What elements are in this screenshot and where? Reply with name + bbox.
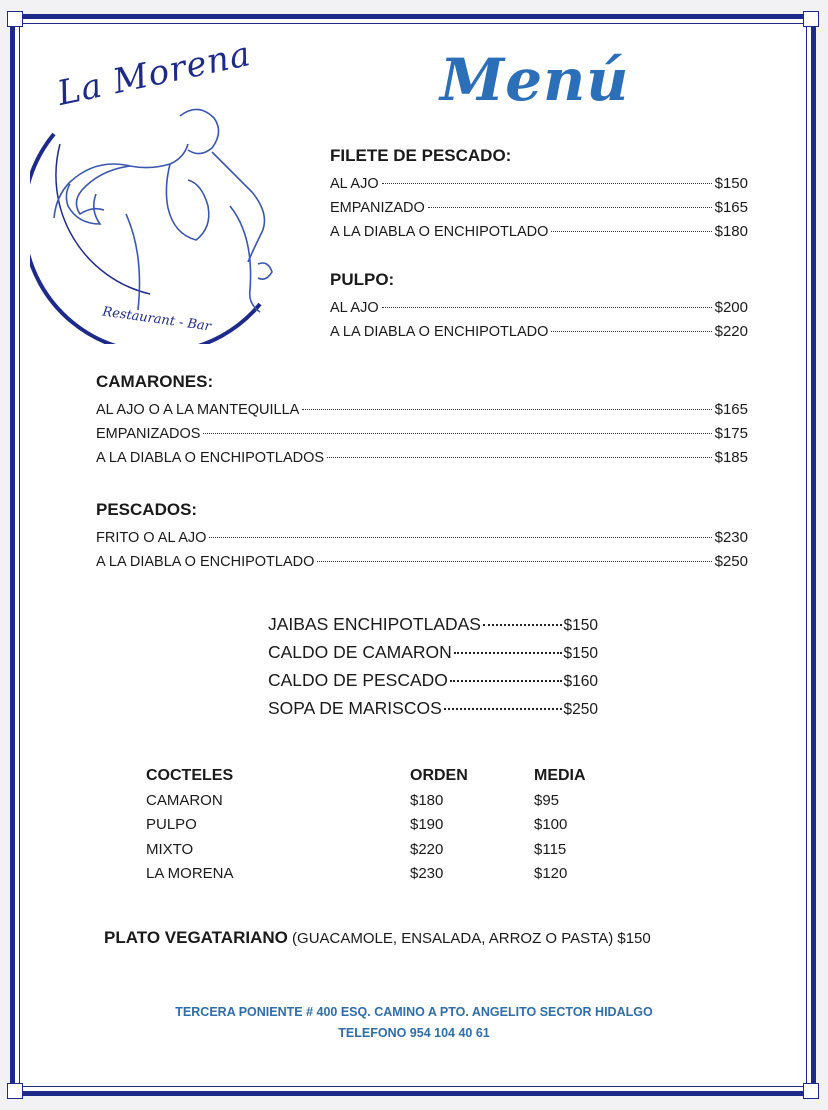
item-name: A LA DIABLA O ENCHIPOTLADO [96, 554, 315, 570]
item-name: FRITO O AL AJO [96, 530, 207, 546]
restaurant-logo [30, 34, 320, 344]
item-name: JAIBAS ENCHIPOTLADAS [268, 614, 481, 634]
menu-item [330, 320, 748, 344]
dot-leader [444, 708, 562, 710]
column-header: MEDIA [534, 767, 586, 784]
corner-ornament [7, 11, 23, 27]
table-cell: $115 [534, 840, 567, 858]
corner-ornament [803, 11, 819, 27]
item-name: AL AJO [330, 176, 379, 192]
section-title: PULPO: [330, 270, 395, 289]
logo-name: La Morena [53, 34, 255, 114]
table-row [146, 838, 666, 863]
dot-leader [317, 561, 711, 562]
vegetarian-plate [104, 928, 651, 948]
table-cell: $220 [410, 840, 444, 858]
menu-item [330, 296, 748, 320]
dot-leader [203, 433, 711, 434]
table-cell: $95 [534, 791, 560, 809]
item-name: EMPANIZADOS [96, 426, 201, 442]
table-cell: $230 [410, 865, 444, 882]
item-price: $220 [714, 323, 748, 340]
menu-item [96, 446, 748, 470]
item-price: $185 [714, 449, 748, 466]
item-price: $200 [714, 299, 748, 316]
item-price: $180 [714, 223, 748, 240]
table-cell: $100 [534, 816, 568, 833]
logo-subtitle: Restaurant - Bar [101, 304, 212, 335]
table-row [146, 789, 666, 814]
menu-item [268, 694, 598, 722]
dot-leader [551, 331, 711, 332]
dot-leader [551, 231, 711, 232]
dot-leader [483, 624, 562, 626]
menu-item [96, 526, 748, 550]
section-title: FILETE DE PESCADO: [330, 146, 512, 165]
item-name: AL AJO O A LA MANTEQUILLA [96, 402, 300, 418]
cocteles-table [146, 764, 666, 887]
table-cell: $180 [410, 791, 444, 809]
dot-leader [382, 307, 712, 308]
item-price: $165 [714, 199, 748, 216]
table-cell: PULPO [146, 816, 197, 833]
item-price: $160 [563, 673, 598, 690]
menu-item [96, 550, 748, 574]
menu-item [330, 196, 748, 220]
item-price: $165 [714, 401, 748, 418]
item-price: $250 [563, 701, 598, 718]
vegetarian-detail: (GUACAMOLE, ENSALADA, ARROZ O PASTA) $150 [287, 930, 651, 947]
section-title: PESCADOS: [96, 500, 198, 519]
table-cell: MIXTO [146, 840, 194, 858]
specials-list [268, 610, 598, 722]
dot-leader [327, 457, 712, 458]
item-price: $250 [714, 553, 748, 570]
menu-item [268, 638, 598, 666]
item-name: AL AJO [330, 300, 379, 316]
menu-item [96, 422, 748, 446]
menu-item [330, 172, 748, 196]
dot-leader [454, 652, 562, 654]
item-name: A LA DIABLA O ENCHIPOTLADO [330, 324, 549, 340]
menu-item [268, 610, 598, 638]
vegetarian-title: PLATO VEGATARIANO [104, 928, 288, 947]
item-name: A LA DIABLA O ENCHIPOTLADO [330, 224, 549, 240]
corner-ornament [803, 1083, 819, 1099]
dot-leader [209, 537, 711, 538]
menu-item [268, 666, 598, 694]
item-name: EMPANIZADO [330, 200, 425, 216]
item-price: $150 [563, 645, 598, 662]
menu-title: Menú [440, 46, 630, 114]
item-name: A LA DIABLA O ENCHIPOTLADOS [96, 450, 325, 466]
item-price: $150 [714, 175, 748, 192]
corner-ornament [7, 1083, 23, 1099]
dot-leader [382, 183, 712, 184]
dot-leader [428, 207, 712, 208]
table-row [146, 862, 666, 887]
footer-phone: TELEFONO 954 104 40 61 [338, 1026, 490, 1040]
item-name: SOPA DE MARISCOS [268, 698, 442, 718]
footer-address: TERCERA PONIENTE # 400 ESQ. CAMINO A PTO. ANGELITO SECTOR HIDALGO [175, 1005, 653, 1019]
section-title: CAMARONES: [96, 372, 214, 391]
section-filete [330, 146, 748, 244]
item-name: CALDO DE CAMARON [268, 642, 452, 662]
item-price: $150 [563, 617, 598, 634]
item-price: $230 [714, 529, 748, 546]
column-header: ORDEN [410, 767, 468, 784]
section-pulpo [330, 270, 748, 344]
menu-item [96, 398, 748, 422]
item-price: $175 [714, 425, 748, 442]
table-cell: $120 [534, 865, 568, 882]
dot-leader [302, 409, 711, 410]
table-row [146, 813, 666, 838]
section-camarones [96, 372, 748, 470]
column-header: COCTELES [146, 767, 234, 784]
dot-leader [450, 680, 562, 682]
table-cell: $190 [410, 816, 444, 833]
menu-item [330, 220, 748, 244]
table-cell: LA MORENA [146, 865, 234, 882]
table-header [146, 764, 666, 789]
table-cell: CAMARON [146, 791, 223, 809]
section-pescados [96, 500, 748, 574]
item-name: CALDO DE PESCADO [268, 670, 448, 690]
